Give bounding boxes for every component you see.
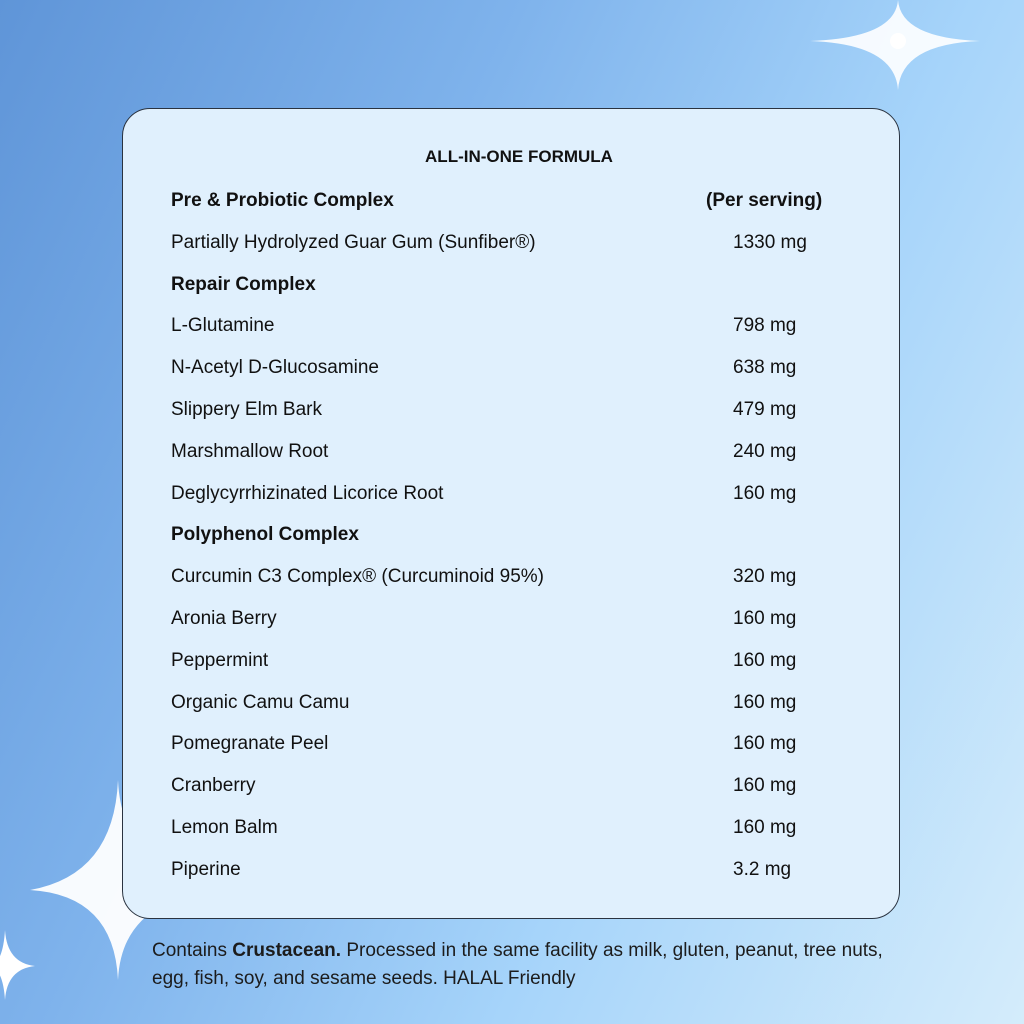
ingredient-name: Lemon Balm <box>171 817 278 838</box>
ingredient-amount: 160 mg <box>733 775 797 797</box>
ingredient-amount: 3.2 mg <box>733 858 792 880</box>
ingredient-row <box>171 231 871 255</box>
ingredient-row <box>171 482 871 506</box>
ingredient-amount: 638 mg <box>733 357 797 379</box>
section-heading <box>171 189 871 213</box>
ingredient-name: Slippery Elm Bark <box>171 399 322 420</box>
ingredient-row <box>171 691 871 715</box>
section-heading-label: Pre & Probiotic Complex <box>171 190 394 211</box>
ingredient-row <box>171 816 871 840</box>
ingredient-name: Pomegranate Peel <box>171 733 329 755</box>
ingredient-amount: 1330 mg <box>733 231 807 253</box>
section-heading-label: Repair Complex <box>171 273 316 295</box>
ingredient-row <box>171 398 871 422</box>
ingredient-name: Cranberry <box>171 775 256 797</box>
ingredient-amount: 160 mg <box>733 482 797 504</box>
ingredient-row <box>171 440 871 464</box>
ingredient-name: Curcumin C3 Complex® (Curcuminoid 95%) <box>171 566 545 588</box>
ingredient-name: Piperine <box>171 858 241 880</box>
ingredient-name: Deglycyrrhizinated Licorice Root <box>171 482 444 504</box>
ingredient-name: Organic Camu Camu <box>171 691 350 713</box>
note-prefix: Contains <box>152 940 233 961</box>
ingredient-name: L-Glutamine <box>171 315 275 337</box>
sparkle-icon <box>0 930 40 1000</box>
ingredient-name: Peppermint <box>171 649 269 671</box>
section-heading <box>171 273 871 297</box>
ingredient-name: N-Acetyl D-Glucosamine <box>171 357 379 379</box>
allergen-note <box>152 937 892 993</box>
note-allergen: Crustacean. <box>232 940 342 961</box>
ingredient-row <box>171 858 871 882</box>
ingredient-row <box>171 649 871 673</box>
ingredient-amount: 160 mg <box>733 608 797 629</box>
ingredient-name: Partially Hydrolyzed Guar Gum (Sunfiber®) <box>171 231 536 253</box>
ingredient-amount: 479 mg <box>733 399 797 420</box>
ingredient-row <box>171 565 871 589</box>
ingredient-row <box>171 732 871 756</box>
formula-title: ALL-IN-ONE FORMULA <box>425 147 613 166</box>
ingredient-amount: 160 mg <box>733 649 797 671</box>
ingredient-amount: 320 mg <box>733 566 797 588</box>
ingredient-amount: 798 mg <box>733 315 797 337</box>
sparkle-icon <box>800 0 1024 110</box>
ingredient-amount: 240 mg <box>733 440 797 462</box>
ingredient-name: Marshmallow Root <box>171 440 329 462</box>
ingredient-name: Aronia Berry <box>171 608 277 629</box>
section-heading <box>171 523 871 547</box>
ingredient-row <box>171 607 871 631</box>
ingredient-row <box>171 774 871 798</box>
ingredient-amount: 160 mg <box>733 691 797 713</box>
ingredient-row <box>171 314 871 338</box>
section-heading-amount: (Per serving) <box>706 190 823 211</box>
note-rest: Processed in the same facility as milk, gluten, peanut, tree nuts, egg, fish, soy, and sesame seeds. HALAL Friendly <box>152 940 883 989</box>
ingredient-row <box>171 356 871 380</box>
ingredient-amount: 160 mg <box>733 817 797 838</box>
section-heading-label: Polyphenol Complex <box>171 524 359 546</box>
ingredient-amount: 160 mg <box>733 733 797 755</box>
